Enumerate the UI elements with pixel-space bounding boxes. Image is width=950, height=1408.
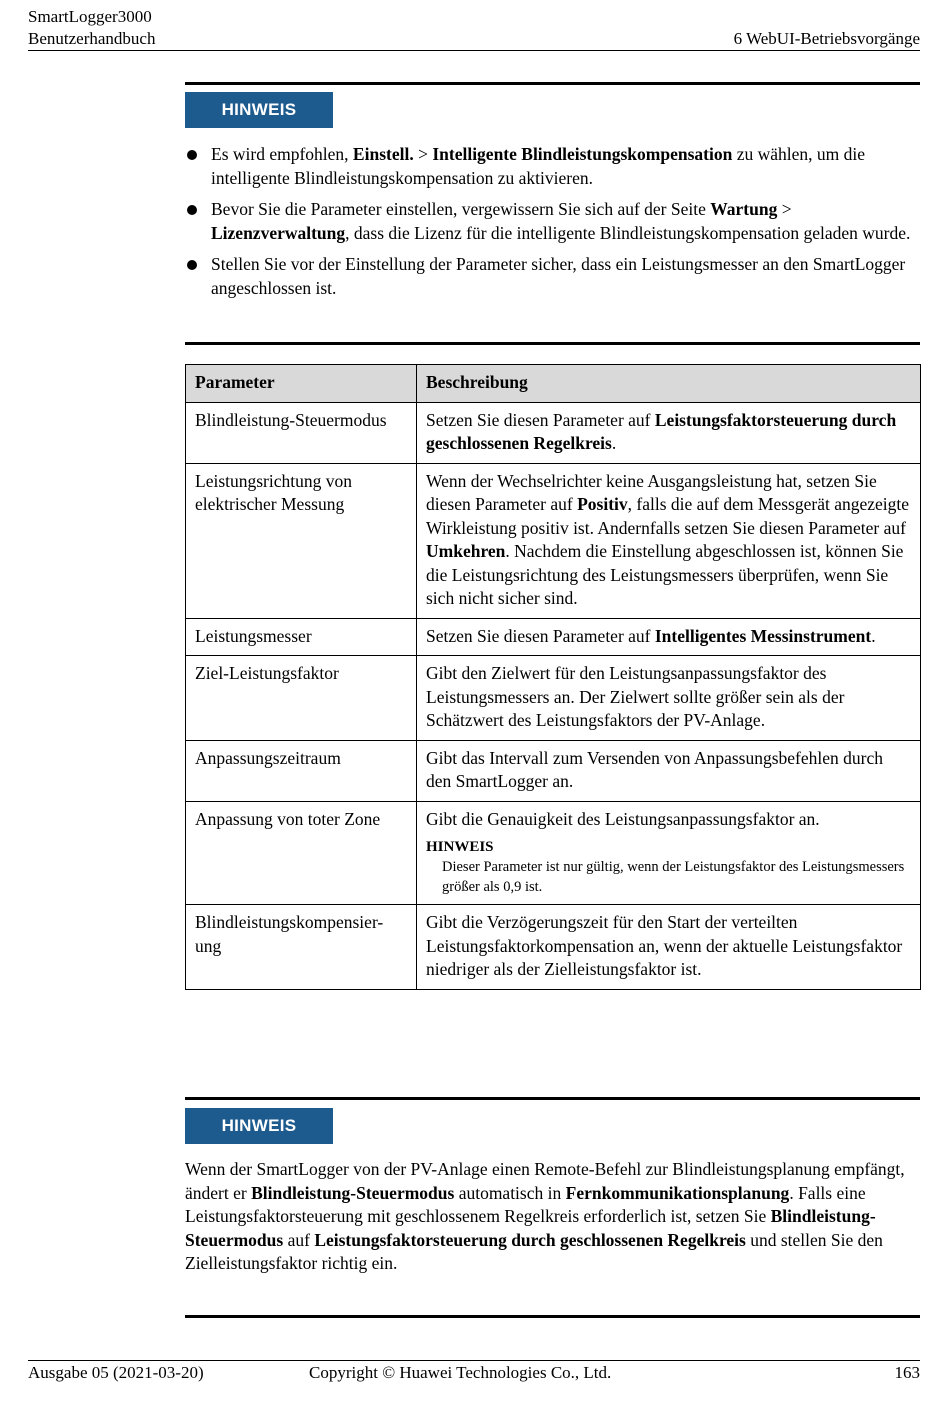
note1-badge: HINWEIS <box>185 92 333 128</box>
text-run: automatisch in <box>454 1182 566 1203</box>
text-run: Setzen Sie diesen Parameter auf <box>426 625 655 646</box>
note1-bullet <box>185 198 920 245</box>
header-manual: Benutzerhandbuch <box>28 29 156 48</box>
bullet-text <box>211 199 910 243</box>
table-row <box>186 905 921 990</box>
param-name: Anpassungszeitraum <box>186 740 417 801</box>
param-name: Leistungsmesser <box>186 618 417 656</box>
footer-copyright: Copyright © Huawei Technologies Co., Ltd. <box>309 1363 612 1382</box>
param-description <box>417 463 921 618</box>
bold-term: Positiv <box>577 494 628 514</box>
bold-term: Einstell. <box>352 144 414 164</box>
bullet-dot-icon <box>187 150 197 160</box>
text-run: . <box>611 433 617 453</box>
param-description <box>417 740 921 801</box>
param-description <box>417 618 921 656</box>
param-description <box>417 656 921 741</box>
text-run: , dass die Lizenz für die intelligente Blindleistungskompensation geladen wurde. <box>345 222 911 243</box>
note1-bullet <box>185 253 920 300</box>
col-header-description: Beschreibung <box>417 365 921 403</box>
bold-term: Wartung <box>710 199 778 219</box>
text-run: > <box>413 144 433 164</box>
bullet-text <box>211 254 905 298</box>
text-run: . <box>871 625 876 646</box>
header-chapter: 6 WebUI-Betriebsvorgänge <box>733 29 920 48</box>
table-row <box>186 618 921 656</box>
table-row <box>186 801 921 905</box>
note1-body <box>185 143 920 308</box>
note1-bottom-rule <box>185 342 920 345</box>
page-footer <box>28 1360 920 1382</box>
bold-term: Lizenzverwaltung <box>211 222 346 243</box>
text-run: Gibt die Genauigkeit des Leistungsanpassungsfaktor an. <box>426 808 820 829</box>
text-run: auf <box>283 1229 315 1250</box>
text-run: und stellen Sie den Zielleistungsfaktor richtig ein. <box>185 1229 883 1273</box>
table-row <box>186 463 921 618</box>
param-name: Leistungsrichtung von elektrischer Messung <box>186 463 417 618</box>
text-run: Setzen Sie diesen Parameter auf <box>426 409 655 430</box>
footer-page-number: 163 <box>894 1363 920 1382</box>
bold-term: Blindleistung-Steuermodus <box>251 1182 455 1203</box>
note2-top-rule <box>185 1097 920 1100</box>
text-run: Es wird empfohlen, <box>211 144 353 164</box>
table-row <box>186 402 921 463</box>
bold-term: Blindleistung-Steuermodus <box>185 1206 876 1250</box>
parameter-table <box>185 364 921 990</box>
table-row <box>186 740 921 801</box>
param-name: Blindleistungskompensier-ung <box>186 905 417 990</box>
note2-bottom-rule <box>185 1315 920 1318</box>
param-description <box>426 808 911 832</box>
bullet-dot-icon <box>187 205 197 215</box>
page-header <box>28 6 920 51</box>
text-run: > <box>777 199 792 219</box>
col-header-parameter: Parameter <box>186 365 417 403</box>
param-description <box>417 402 921 463</box>
text-run: Bevor Sie die Parameter einstellen, vergewissern Sie sich auf der Seite <box>211 199 711 219</box>
param-name: Anpassung von toter Zone <box>186 801 417 905</box>
bold-term: Umkehren <box>426 541 506 561</box>
bold-term: Leistungsfaktorsteuerung durch geschlossenen Regelkreis <box>314 1229 746 1250</box>
bullet-text <box>211 144 865 188</box>
inner-note-text: Dieser Parameter ist nur gültig, wenn der Leistungsfaktor des Leistungsmessers größer als 0,9 ist. <box>442 859 905 895</box>
text-run: Gibt das Intervall zum Versenden von Anpassungsbefehlen durch den SmartLogger an. <box>426 747 883 791</box>
text-run: . Nachdem die Einstellung abgeschlossen ist, können Sie die Leistungsrichtung des Leistungsmessers überprüfen, wenn Sie sich nicht sicher sind. <box>426 541 904 608</box>
text-run: Gibt die Verzögerungszeit für den Start der verteilten Leistungsfaktorkompensation an, wenn der aktuelle Leistungsfaktor niedriger als der Zielleistungsfaktor ist. <box>426 912 903 979</box>
inner-note-title: HINWEIS <box>426 839 494 855</box>
note1-top-rule <box>185 82 920 85</box>
param-name: Ziel-Leistungsfaktor <box>186 656 417 741</box>
header-product: SmartLogger3000 <box>28 7 152 26</box>
header-left <box>28 6 155 50</box>
param-description-cell <box>417 801 921 905</box>
bold-term: Intelligentes Messinstrument <box>654 625 872 646</box>
bullet-dot-icon <box>187 260 197 270</box>
note1-bullet <box>185 143 920 190</box>
note2-body <box>185 1158 920 1276</box>
table-header-row <box>186 365 921 403</box>
text-run: Stellen Sie vor der Einstellung der Parameter sicher, dass ein Leistungsmesser an den SmartLogger angeschlossen ist. <box>211 254 906 298</box>
note2-badge: HINWEIS <box>185 1108 333 1144</box>
bold-term: Intelligente Blindleistungskompensation <box>432 144 733 164</box>
text-run: Gibt den Zielwert für den Leistungsanpassungsfaktor des Leistungsmessers an. Der Zielwert sollte größer sein als der Schätzwert des Leistungsfaktors der PV-Anlage. <box>426 663 845 730</box>
bold-term: Leistungsfaktorsteuerung durch geschlossenen Regelkreis <box>426 409 897 453</box>
param-name: Blindleistung-Steuermodus <box>186 402 417 463</box>
param-description <box>417 905 921 990</box>
text-run: zu wählen, um die intelligente Blindleistungskompensation zu aktivieren. <box>211 144 865 188</box>
text-run: . Falls eine Leistungsfaktorsteuerung mit geschlossenem Regelkreis erforderlich ist, setzen Sie <box>185 1182 866 1226</box>
table-row <box>186 656 921 741</box>
footer-issue: Ausgabe 05 (2021-03-20) <box>28 1363 204 1382</box>
text-run: Wenn der SmartLogger von der PV-Anlage einen Remote-Befehl zur Blindleistungsplanung empfängt, ändert er <box>185 1159 905 1203</box>
text-run: , falls die auf dem Messgerät angezeigte Wirkleistung positiv ist. Andernfalls setzen Sie diesen Parameter auf <box>426 494 910 538</box>
text-run: Wenn der Wechselrichter keine Ausgangsleistung hat, setzen Sie diesen Parameter auf <box>426 470 877 514</box>
bold-term: Fernkommunikationsplanung <box>565 1182 790 1203</box>
